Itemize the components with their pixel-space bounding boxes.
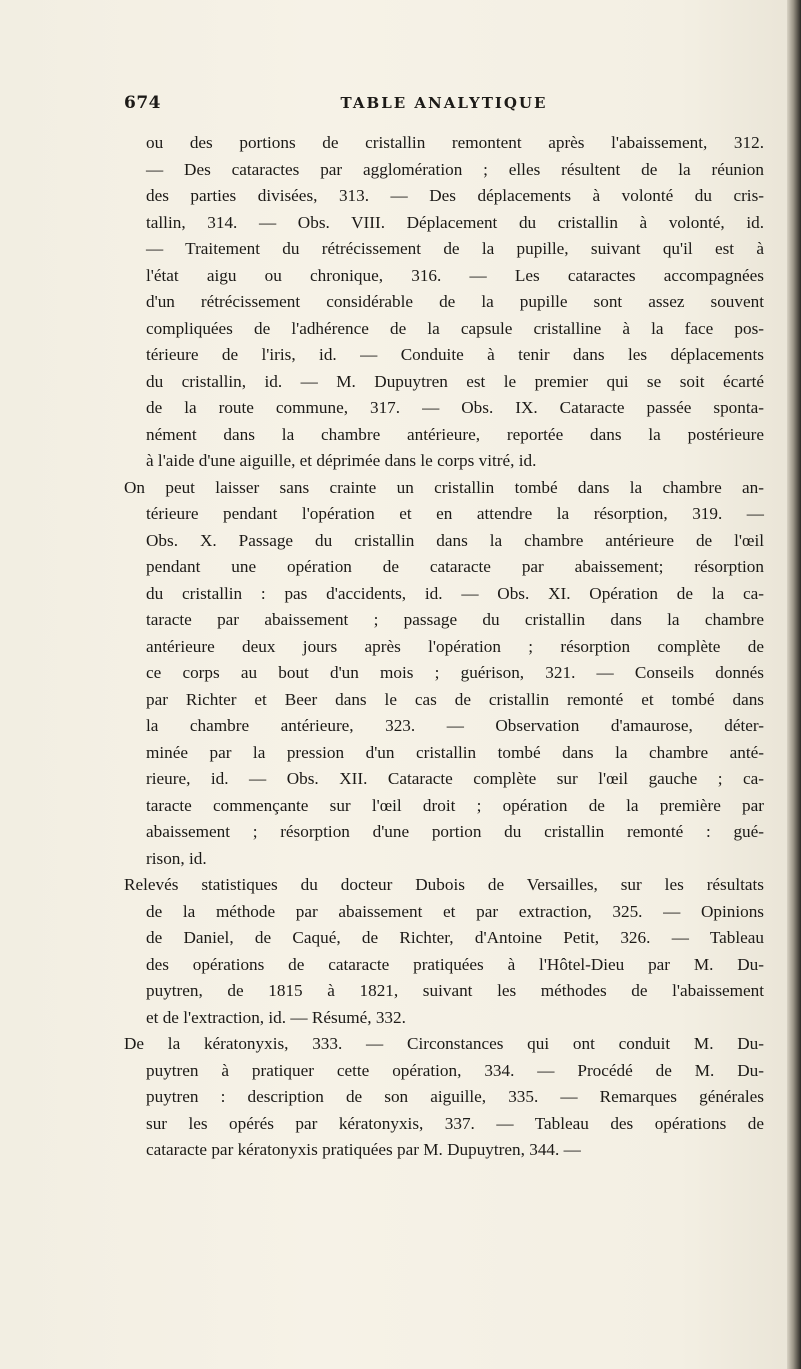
- text-line: abaissement ; résorption d'une portion du cristallin remonté : gué-: [146, 822, 764, 841]
- text-line: cataracte par kératonyxis pratiquées par M. Dupuytren, 344. —: [146, 1140, 581, 1159]
- text-line: tallin, 314. — Obs. VIII. Déplacement du cristallin à volonté, id.: [146, 212, 764, 232]
- text-line: des opérations de cataracte pratiquées à l'Hôtel-Dieu par M. Du-: [146, 954, 764, 974]
- running-head: TABLE ANALYTIQUE: [340, 94, 548, 112]
- text-line: compliquées de l'adhérence de la capsule cristalline à la face pos-: [146, 318, 764, 338]
- text-line: nément dans la chambre antérieure, reportée dans la postérieure: [146, 424, 764, 444]
- text-line: rieure, id. — Obs. XII. Cataracte complète sur l'œil gauche ; ca-: [146, 769, 764, 788]
- text-line: la chambre antérieure, 323. — Observation d'amaurose, déter-: [146, 716, 764, 735]
- page-number: 674: [124, 93, 161, 113]
- text-line: — Des cataractes par agglomération ; elles résultent de la réunion: [146, 159, 764, 179]
- text-line: puytren à pratiquer cette opération, 334. — Procédé de M. Du-: [146, 1060, 764, 1080]
- text-line: taracte commençante sur l'œil droit ; opération de la première par: [146, 795, 764, 815]
- text-line: et de l'extraction, id. — Résumé, 332.: [146, 1007, 406, 1027]
- text-line: De la kératonyxis, 333. — Circonstances qui ont conduit M. Du-: [124, 1034, 764, 1053]
- text-line: — Traitement du rétrécissement de la pupille, suivant qu'il est à: [146, 239, 764, 258]
- book-spine-edge: [787, 0, 801, 1369]
- page-header: [124, 93, 764, 117]
- text-line: du cristallin : pas d'accidents, id. — Obs. XI. Opération de la ca-: [146, 583, 764, 603]
- index-text-block: [124, 130, 764, 1164]
- text-line: l'état aigu ou chronique, 316. — Les cataractes accompagnées: [146, 265, 764, 285]
- text-line: térieure pendant l'opération et en attendre la résorption, 319. —: [146, 504, 764, 523]
- text-line: du cristallin, id. — M. Dupuytren est le premier qui se soit écarté: [146, 371, 764, 391]
- text-line: puytren, de 1815 à 1821, suivant les méthodes de l'abaissement: [146, 981, 764, 1000]
- text-line: On peut laisser sans crainte un cristallin tombé dans la chambre an-: [124, 477, 764, 497]
- text-line: pendant une opération de cataracte par abaissement; résorption: [146, 557, 764, 576]
- text-line: d'un rétrécissement considérable de la pupille sont assez souvent: [146, 292, 764, 311]
- text-line: de Daniel, de Caqué, de Richter, d'Antoine Petit, 326. — Tableau: [146, 928, 764, 947]
- text-line: de la méthode par abaissement et par extraction, 325. — Opinions: [146, 901, 764, 921]
- text-line: antérieure deux jours après l'opération ; résorption complète de: [146, 636, 764, 656]
- text-line: térieure de l'iris, id. — Conduite à tenir dans les déplacements: [146, 345, 764, 364]
- text-line: rison, id.: [146, 848, 207, 868]
- text-line: taracte par abaissement ; passage du cristallin dans la chambre: [146, 610, 764, 629]
- text-line: ou des portions de cristallin remontent après l'abaissement, 312.: [146, 133, 764, 152]
- text-line: ce corps au bout d'un mois ; guérison, 321. — Conseils donnés: [146, 663, 764, 682]
- text-line: minée par la pression d'un cristallin tombé dans la chambre anté-: [146, 742, 764, 762]
- text-line: Relevés statistiques du docteur Dubois de Versailles, sur les résultats: [124, 875, 764, 894]
- text-line: puytren : description de son aiguille, 335. — Remarques générales: [146, 1087, 764, 1106]
- text-line: Obs. X. Passage du cristallin dans la chambre antérieure de l'œil: [146, 530, 764, 550]
- text-line: par Richter et Beer dans le cas de cristallin remonté et tombé dans: [146, 689, 764, 709]
- text-line: à l'aide d'une aiguille, et déprimée dans le corps vitré, id.: [146, 451, 537, 470]
- text-line: de la route commune, 317. — Obs. IX. Cataracte passée sponta-: [146, 398, 764, 417]
- text-line: sur les opérés par kératonyxis, 337. — Tableau des opérations de: [146, 1113, 764, 1133]
- text-line: des parties divisées, 313. — Des déplacements à volonté du cris-: [146, 186, 764, 205]
